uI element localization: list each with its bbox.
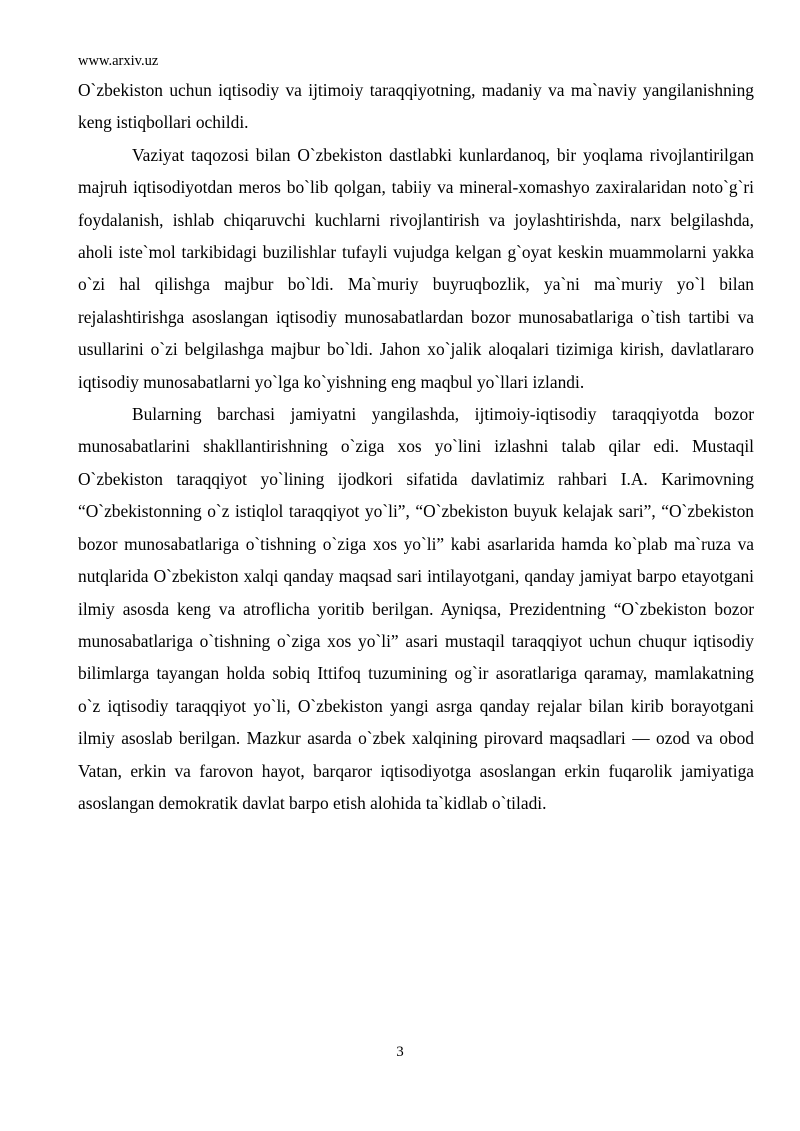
page-number: 3 (396, 1044, 404, 1060)
paragraph: Bularning barchasi jamiyatni yangilashda, ijtimoiy-iqtisodiy taraqqiyotda bozor munosabatlarini shakllantirishning o`ziga xos yo`lini izlashni talab qilar edi. Mustaqil O`zbekiston taraqqiyot yo`lining ijodkori sifatida davlatimiz rahbari I.A. Karimovning “O`zbekistonning o`z istiqlol taraqqiyot yo`li”, “O`zbekiston buyuk kelajak sari”, “O`zbekiston bozor munosabatlariga o`tishning o`ziga xos yo`li” kabi asarlarida hamda ko`plab ma`ruza va nutqlarida O`zbekiston xalqi qanday maqsad sari intilayotgani, qanday jamiyat barpo etayotgani ilmiy asosda keng va atroflicha yoritib berilgan. Ayniqsa, Prezidentning “O`zbekiston bozor munosabatlariga o`tishning o`ziga xos yo`li” asari mustaqil taraqqiyot uchun chuqur iqtisodiy bilimlarga tayangan holda sobiq Ittifoq tuzumining og`ir asoratlariga qaramay, mamlakatning o`z iqtisodiy taraqqiyot yo`li, O`zbekiston yangi asrga qanday rejalar bilan kirib borayotgani ilmiy asoslab berilgan. Mazkur asarda o`zbek xalqining pirovard maqsadlari — ozod va obod Vatan, erkin va farovon hayot, barqaror iqtisodiyotga asoslangan erkin fuqarolik jamiyatiga asoslangan demokratik davlat barpo etish alohida ta`kidlab o`tiladi. (78, 404, 754, 813)
paragraph: Vaziyat taqozosi bilan O`zbekiston dastlabki kunlardanoq, bir yoqlama rivojlantirilgan majruh iqtisodiyotdan meros bo`lib qolgan, tabiiy va mineral-xomashyo zaxiralaridan noto`g`ri foydalanish, ishlab chiqaruvchi kuchlarni rivojlantirish va joylashtirishda, narx belgilashda, aholi iste`mol tarkibidagi buzilishlar tufayli vujudga kelgan g`oyat keskin muammolarni yakka o`zi hal qilishga majbur bo`ldi. Ma`muriy buyruqbozlik, ya`ni ma`muriy yo`l bilan rejalashtirishga asoslangan iqtisodiy munosabatlardan bozor munosabatlariga o`tish tartibi va usullarini o`zi belgilashga majbur bo`ldi. Jahon xo`jalik aloqalari tizimiga kirish, davlatlararo iqtisodiy munosabatlarni yo`lga ko`yishning eng maqbul yo`llari izlandi. (78, 144, 754, 392)
site-header: www.arxiv.uz (78, 53, 159, 69)
paragraph-continuation: O`zbekiston uchun iqtisodiy va ijtimoiy taraqqiyotning, madaniy va ma`naviy yangilanishning keng istiqbollari ochildi. (78, 80, 754, 133)
document-body (78, 74, 754, 819)
